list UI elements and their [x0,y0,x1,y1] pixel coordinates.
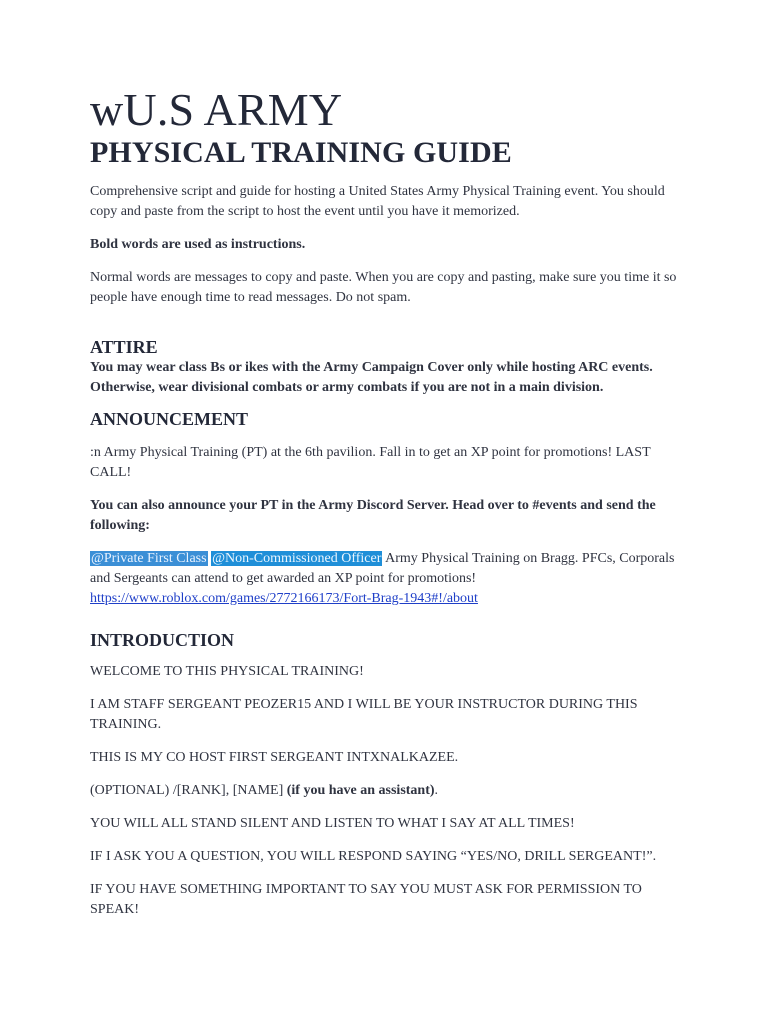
optional-end-text: . [434,783,439,798]
intro-line-permission: IF YOU HAVE SOMETHING IMPORTANT TO SAY YOU MUST ASK FOR PERMISSION TO SPEAK! [90,882,642,917]
document-page [90,84,680,933]
roblox-game-link[interactable]: https://www.roblox.com/games/2772166173/Fort-Brag-1943#!/about [90,591,478,606]
document-subtitle: PHYSICAL TRAINING GUIDE [90,136,512,169]
intro-line-cohost: THIS IS MY CO HOST FIRST SERGEANT INTXNALKAZEE. [90,750,459,765]
announcement-heading: ANNOUNCEMENT [90,409,249,429]
intro-line-question: IF I ASK YOU A QUESTION, YOU WILL RESPOND SAYING “YES/NO, DRILL SERGEANT!”. [90,849,657,864]
discord-instruction: You can also announce your PT in the Army Discord Server. Head over to #events and send the following: [90,498,656,533]
attire-text: You may wear class Bs or ikes with the Army Campaign Cover only while hosting ARC events. Otherwise, wear divisional combats or army combats if you are not in a main division. [90,360,653,395]
mention-private-first-class[interactable]: @Private First Class [91,551,207,566]
intro-line-welcome: WELCOME TO THIS PHYSICAL TRAINING! [90,664,364,679]
optional-bold-text: (if you have an assistant) [286,783,435,798]
intro-line-instructor: I AM STAFF SERGEANT PEOZER15 AND I WILL BE YOUR INSTRUCTOR DURING THIS TRAINING. [90,697,638,732]
document-title: wU.S ARMY [90,84,343,135]
normal-note: Normal words are messages to copy and paste. When you are copy and pasting, make sure you time it so people have enough time to read messages. Do not spam. [90,270,677,305]
intro-line-optional [90,781,680,801]
discord-message-text: Army Physical Training on Bragg. PFCs, Corporals and Sergeants can attend to get awarded an XP point for promotions! [90,551,675,586]
announcement-call-text: :n Army Physical Training (PT) at the 6th pavilion. Fall in to get an XP point for promotions! LAST CALL! [90,445,651,480]
introduction-heading: INTRODUCTION [90,630,235,650]
intro-line-silent: YOU WILL ALL STAND SILENT AND LISTEN TO WHAT I SAY AT ALL TIMES! [90,816,575,831]
discord-message [90,549,680,609]
optional-normal-text: (OPTIONAL) /[RANK], [NAME] [90,783,287,798]
bold-note: Bold words are used as instructions. [90,237,306,252]
intro-paragraph: Comprehensive script and guide for hosting a United States Army Physical Training event. You should copy and paste from the script to host the event until you have it memorized. [90,184,665,219]
attire-heading: ATTIRE [90,337,158,357]
mention-nco[interactable]: @Non-Commissioned Officer [212,551,382,566]
